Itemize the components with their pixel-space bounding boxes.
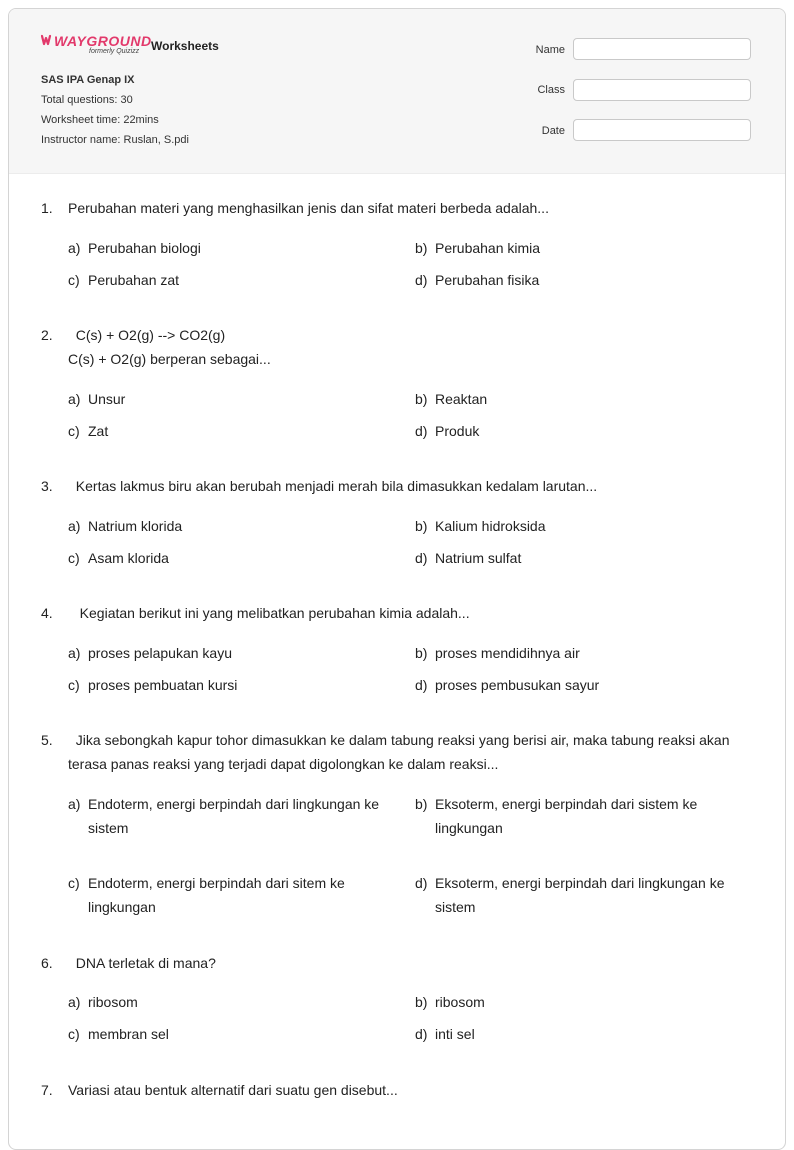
option-letter: a) <box>68 994 81 1010</box>
option-letter: a) <box>68 518 81 534</box>
wayground-logo <box>41 33 152 57</box>
option-text: Endoterm, energi berpindah dari sitem ke lingkungan <box>88 875 345 915</box>
question-number: 6. <box>41 955 53 971</box>
logo-text: WAYGROUND <box>54 33 152 49</box>
option-letter: d) <box>415 677 428 693</box>
option-letter: a) <box>68 645 81 661</box>
option-letter: d) <box>415 550 428 566</box>
option-c[interactable] <box>68 546 398 570</box>
option-letter: c) <box>68 1026 80 1042</box>
option-d[interactable] <box>415 871 735 919</box>
worksheet-time: Worksheet time: 22mins <box>41 114 159 126</box>
option-a[interactable] <box>68 990 398 1014</box>
name-label: Name <box>535 44 565 56</box>
option-letter: c) <box>68 423 80 439</box>
worksheet-header <box>9 9 785 174</box>
option-letter: b) <box>415 391 428 407</box>
option-a[interactable] <box>68 792 388 840</box>
question-4 <box>41 601 755 625</box>
question-text: Perubahan materi yang menghasilkan jenis dan sifat materi berbeda adalah... <box>68 200 549 216</box>
question-3 <box>41 474 755 498</box>
option-letter: c) <box>68 272 80 288</box>
option-letter: b) <box>415 240 428 256</box>
option-text: Natrium sulfat <box>435 550 522 566</box>
question-5 <box>41 728 755 776</box>
option-text: proses pelapukan kayu <box>88 645 232 661</box>
option-b[interactable] <box>415 514 745 538</box>
option-letter: c) <box>68 550 80 566</box>
question-text: Jika sebongkah kapur tohor dimasukkan ke dalam tabung reaksi yang berisi air, maka tabung reaksi akan terasa panas reaksi yang terjadi dapat digolongkan ke dalam reaksi... <box>68 732 734 772</box>
option-text: proses mendidihnya air <box>435 645 580 661</box>
option-text: proses pembusukan sayur <box>435 677 600 693</box>
worksheet-page <box>8 8 786 1150</box>
option-a[interactable] <box>68 514 398 538</box>
option-letter: a) <box>68 240 81 256</box>
option-text: Endoterm, energi berpindah dari lingkungan ke sistem <box>88 796 380 836</box>
option-text: ribosom <box>435 994 485 1010</box>
option-text: Perubahan zat <box>88 272 180 288</box>
option-b[interactable] <box>415 990 745 1014</box>
question-text: C(s) + O2(g) --> CO2(g) C(s) + O2(g) berperan sebagai... <box>68 327 271 367</box>
option-letter: d) <box>415 272 428 288</box>
option-text: Produk <box>435 423 480 439</box>
option-c[interactable] <box>68 871 413 919</box>
question-text: Variasi atau bentuk alternatif dari suatu gen disebut... <box>68 1082 398 1098</box>
question-1 <box>41 196 755 220</box>
option-text: Unsur <box>88 391 126 407</box>
class-field[interactable] <box>573 79 751 101</box>
option-text: Eksoterm, energi berpindah dari sistem ke lingkungan <box>435 796 698 836</box>
option-letter: b) <box>415 796 428 812</box>
date-field[interactable] <box>573 119 751 141</box>
option-text: inti sel <box>435 1026 475 1042</box>
option-letter: d) <box>415 423 428 439</box>
question-number: 2. <box>41 327 53 343</box>
question-text: Kegiatan berikut ini yang melibatkan perubahan kimia adalah... <box>68 605 470 621</box>
option-b[interactable] <box>415 387 745 411</box>
option-b[interactable] <box>415 236 745 260</box>
option-text: Reaktan <box>435 391 488 407</box>
option-letter: c) <box>68 875 80 891</box>
option-a[interactable] <box>68 641 398 665</box>
option-text: Zat <box>88 423 109 439</box>
question-number: 7. <box>41 1082 53 1098</box>
question-text: DNA terletak di mana? <box>68 955 216 971</box>
option-text: proses pembuatan kursi <box>88 677 238 693</box>
option-b[interactable] <box>415 792 735 840</box>
option-text: Asam klorida <box>88 550 169 566</box>
worksheet-name: SAS IPA Genap IX <box>41 74 135 86</box>
logo-subtext: formerly Quizizz <box>89 48 140 55</box>
option-c[interactable] <box>68 268 398 292</box>
worksheets-title: Worksheets <box>151 39 219 53</box>
option-letter: d) <box>415 1026 428 1042</box>
question-text: Kertas lakmus biru akan berubah menjadi merah bila dimasukkan kedalam larutan... <box>68 478 598 494</box>
question-2 <box>41 323 755 371</box>
option-d[interactable] <box>415 419 745 443</box>
option-letter: b) <box>415 994 428 1010</box>
option-a[interactable] <box>68 236 398 260</box>
option-d[interactable] <box>415 673 745 697</box>
question-number: 5. <box>41 732 53 748</box>
name-field[interactable] <box>573 38 751 60</box>
option-d[interactable] <box>415 268 745 292</box>
question-7 <box>41 1078 755 1102</box>
option-d[interactable] <box>415 546 745 570</box>
option-text: Perubahan kimia <box>435 240 541 256</box>
instructor-name: Instructor name: Ruslan, S.pdi <box>41 134 189 146</box>
logo-mark-icon <box>41 34 53 46</box>
option-text: ribosom <box>88 994 138 1010</box>
option-b[interactable] <box>415 641 745 665</box>
option-text: Natrium klorida <box>88 518 183 534</box>
option-text: Kalium hidroksida <box>435 518 546 534</box>
option-c[interactable] <box>68 673 398 697</box>
option-letter: c) <box>68 677 80 693</box>
option-text: Perubahan fisika <box>435 272 540 288</box>
option-text: Perubahan biologi <box>88 240 201 256</box>
question-number: 1. <box>41 200 53 216</box>
total-questions: Total questions: 30 <box>41 94 133 106</box>
question-number: 3. <box>41 478 53 494</box>
option-text: membran sel <box>88 1026 169 1042</box>
option-letter: a) <box>68 391 81 407</box>
question-6 <box>41 951 755 975</box>
option-letter: a) <box>68 796 81 812</box>
option-d[interactable] <box>415 1022 745 1046</box>
question-number: 4. <box>41 605 53 621</box>
class-label: Class <box>537 84 565 96</box>
option-c[interactable] <box>68 1022 398 1046</box>
option-a[interactable] <box>68 387 398 411</box>
option-c[interactable] <box>68 419 398 443</box>
option-letter: b) <box>415 518 428 534</box>
option-text: Eksoterm, energi berpindah dari lingkungan ke sistem <box>435 875 725 915</box>
option-letter: b) <box>415 645 428 661</box>
date-label: Date <box>541 125 565 137</box>
option-letter: d) <box>415 875 428 891</box>
